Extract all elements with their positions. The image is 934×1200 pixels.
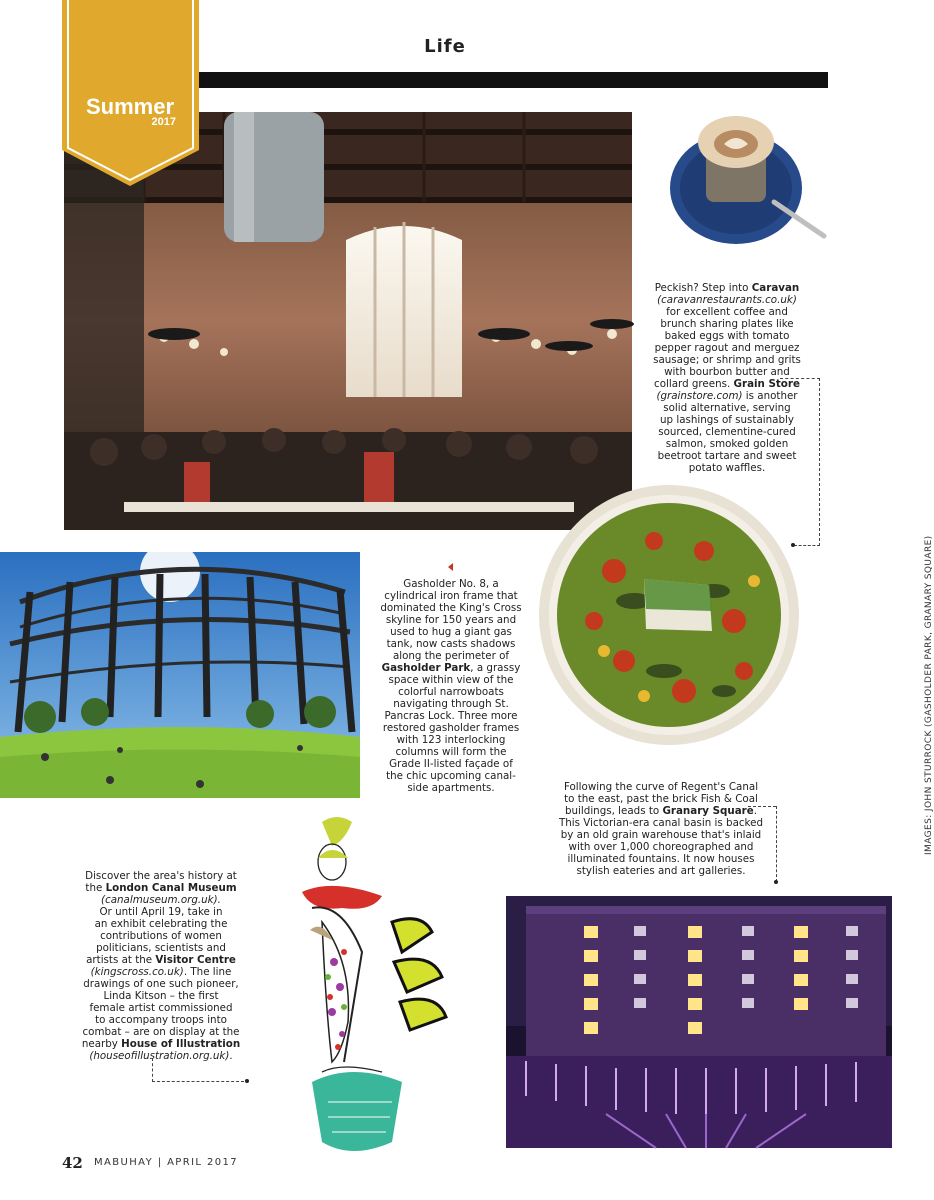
leader-dot <box>245 1079 249 1083</box>
granary-square-name: Granary Square <box>662 805 754 817</box>
visitor-centre-name: Visitor Centre <box>155 954 236 966</box>
summer-2017-banner <box>62 0 199 186</box>
grain-store-url: (grainstore.com) <box>656 390 743 402</box>
gasholder-paragraph: Gasholder No. 8, a cylindrical iron frame that dominated the King's Cross skyline for 150 years and used to hug a giant gas tank, now casts shadows along the perimeter of Gasholder Park, a grassy space within view of the colorful narrowboats navigating through St. Pancras Lock. Three more restored gasholder frames with 123 interlocking columns will form the Grade II-listed façade of the chic upcoming canal- side apartments. <box>380 578 522 794</box>
leader-line <box>152 1058 153 1082</box>
caravan-name: Caravan <box>751 282 800 294</box>
leader-line <box>780 378 820 379</box>
grain-store-name: Grain Store <box>733 378 800 390</box>
caravan-url: (caravanrestaurants.co.uk) <box>657 294 797 306</box>
house-of-illustration-name: House of Illustration <box>121 1038 241 1050</box>
linda-kitson-line-drawing <box>282 812 472 1160</box>
leader-line <box>152 1081 244 1082</box>
house-of-illustration-url: (houseofillustration.org.uk) <box>89 1050 230 1062</box>
leader-dot <box>774 880 778 884</box>
banner-year: 2017 <box>151 116 176 128</box>
page-number: 42 <box>62 1154 83 1172</box>
canal-museum-url: (canalmuseum.org.uk). <box>101 894 221 906</box>
pointer-arrow-icon <box>448 563 453 571</box>
header-rule <box>198 72 828 88</box>
museum-paragraph: Discover the area's history at the London Canal Museum (canalmuseum.org.uk). Or until April 19, take in an exhibit celebrating the contributions of women politicians, scientists and artists at the Visitor Centre (kingscross.co.uk). The line drawings of one such pioneer, Linda Kitson – the first female artist commissioned to accompany troops into combat – are on display at the nearby House of Illustration (houseofillustration.org.uk). <box>81 870 241 1062</box>
coffee-cup-photo <box>664 112 830 250</box>
gasholder-park-photo <box>0 552 360 798</box>
section-title: Life <box>424 36 466 57</box>
london-canal-museum-name: London Canal Museum <box>105 882 237 894</box>
granary-square-photo <box>506 896 892 1148</box>
banner-word: Summer <box>85 94 175 119</box>
kingscross-url: (kingscross.co.uk) <box>90 966 184 978</box>
publication-line: MABUHAY | APRIL 2017 <box>94 1157 239 1168</box>
leader-line <box>748 806 776 807</box>
granary-paragraph: Following the curve of Regent's Canal to the east, past the brick Fish & Coal buildings, leads to Granary Square. This Victorian-era canal basin is backed by an old grain warehouse that's inlaid with over 1,000 choreographed and illuminated fountains. It now houses stylish eateries and art galleries. <box>558 781 764 877</box>
leader-line <box>819 378 820 546</box>
photo-credit: IMAGES: JOHN STURROCK (GASHOLDER PARK, GRANARY SQUARE) <box>924 535 934 855</box>
caravan-paragraph: Peckish? Step into Caravan (caravanrestaurants.co.uk) for excellent coffee and brunch sharing plates like baked eggs with tomato pepper ragout and merguez sausage; or shrimp and grits with bourbon butter and collard greens. Grain Store (grainstore.com) is another solid alternative, serving up lashings of sustainably sourced, clementine-cured salmon, smoked golden beetroot tartare and sweet potato waffles. <box>653 282 801 474</box>
gasholder-park-name: Gasholder Park <box>381 662 471 674</box>
leader-line <box>776 806 777 882</box>
food-plate-photo <box>534 481 804 749</box>
